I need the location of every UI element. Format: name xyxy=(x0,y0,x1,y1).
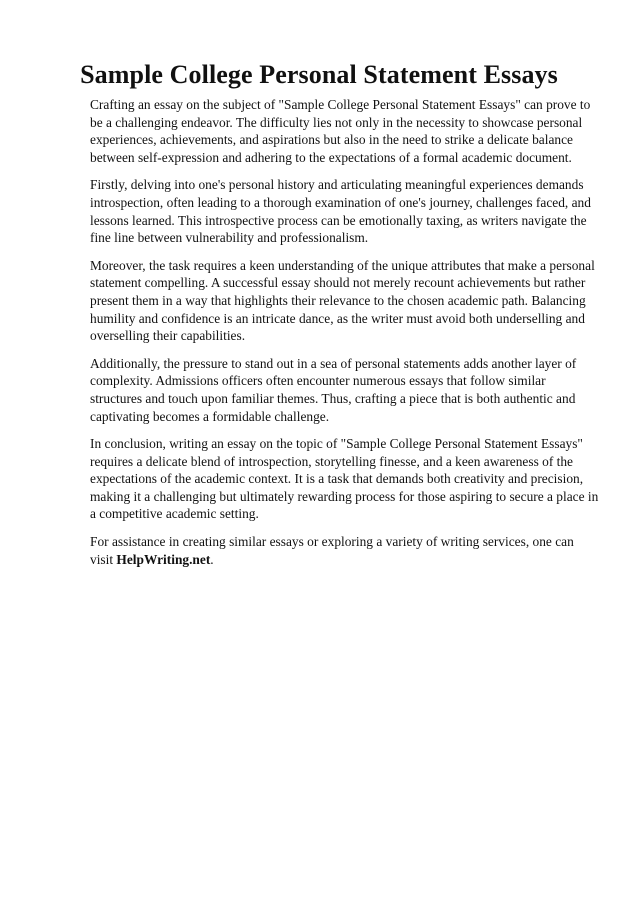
document-body xyxy=(90,96,600,568)
paragraph-moreover: Moreover, the task requires a keen understanding of the unique attributes that make a personal statement compelling. A successful essay should not merely recount achievements but rather present them in a way that highlights their relevance to the chosen academic path. Balancing humility and confidence is an intricate dance, as the writer must avoid both underselling and overselling their capabilities. xyxy=(90,257,595,344)
paragraph-additionally: Additionally, the pressure to stand out in a sea of personal statements adds another layer of complexity. Admissions officers often encounter numerous essays that follow similar structures and touch upon familiar themes. Thus, crafting a piece that is both authentic and captivating becomes a formidable challenge. xyxy=(90,355,577,424)
paragraph-conclusion: In conclusion, writing an essay on the topic of "Sample College Personal Statement Essays" requires a delicate blend of introspection, storytelling finesse, and a keen awareness of the expectations of the academic context. It is a task that demands both creativity and precision, making it a challenging but ultimately rewarding process for those aspiring to secure a place in a competitive academic setting. xyxy=(90,436,599,522)
closing-text: For assistance in creating similar essays or exploring a variety of writing services, one can visit xyxy=(90,534,574,567)
closing-period: . xyxy=(210,551,214,567)
paragraph-closing xyxy=(90,533,600,568)
page-title: Sample College Personal Statement Essays xyxy=(80,60,558,89)
paragraph-firstly: Firstly, delving into one's personal history and articulating meaningful experiences demands introspection, often leading to a thorough examination of one's journey, challenges faced, and lessons learned. This introspective process can be emotionally taxing, as writers navigate the fine line between vulnerability and professionalism. xyxy=(90,177,591,246)
helpwriting-link[interactable]: HelpWriting.net xyxy=(116,551,211,567)
paragraph-intro: Crafting an essay on the subject of "Sample College Personal Statement Essays" can prove to be a challenging endeavor. The difficulty lies not only in the necessity to showcase personal experiences, achievements, and aspirations but also in the need to strike a delicate balance between self-expression and adhering to the expectations of a formal academic document. xyxy=(90,97,591,165)
